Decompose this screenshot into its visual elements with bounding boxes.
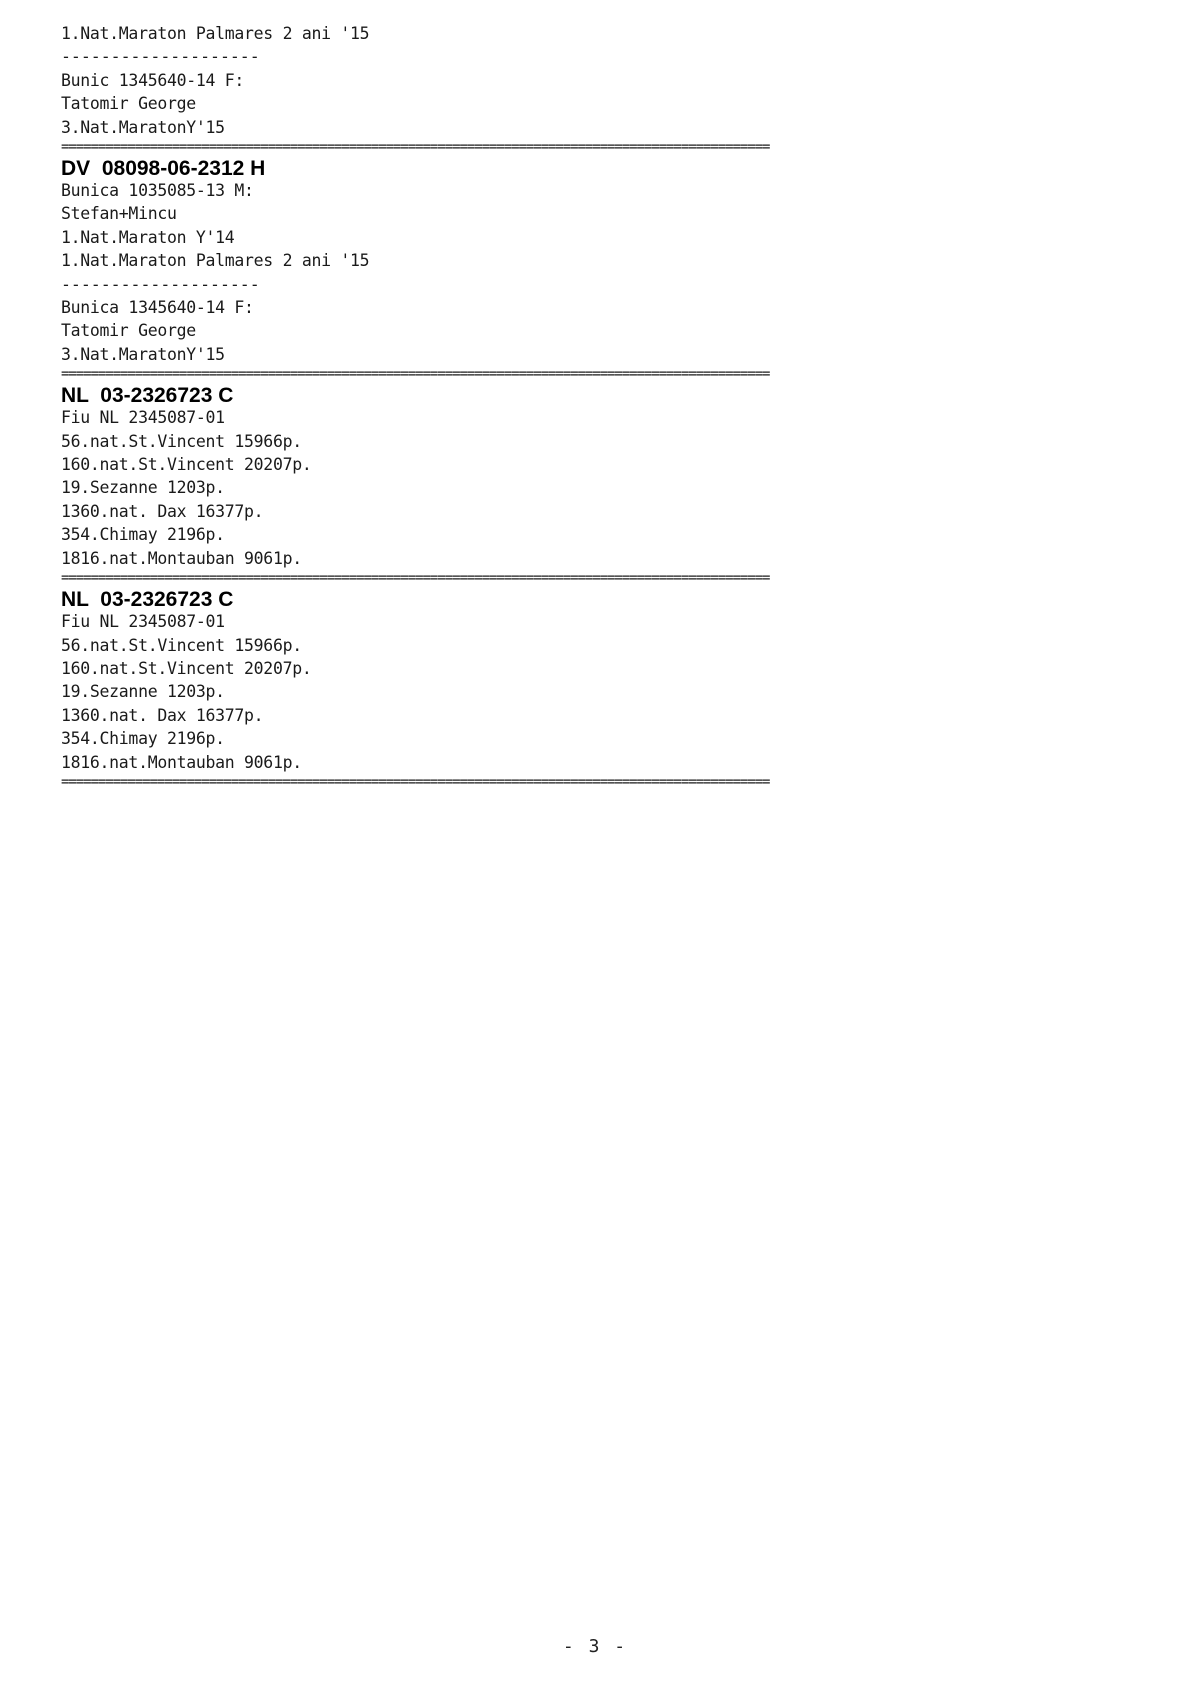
section-separator: ================================================================================================ [61, 139, 770, 156]
intro-line: 1.Nat.Maraton Palmares 2 ani '15 [61, 24, 370, 43]
pigeon-section [61, 587, 841, 774]
breeder-line: Tatomir George [61, 94, 196, 114]
pedigree-line: Fiu NL 2345087-01 [61, 612, 225, 632]
pedigree-line: 354.Chimay 2196p. [61, 525, 225, 545]
pedigree-line: 56.nat.St.Vincent 15966p. [61, 635, 302, 655]
section-separator: ================================================================================================ [61, 773, 770, 790]
pedigree-line: 160.nat.St.Vincent 20207p. [61, 455, 312, 475]
pedigree-line: 3.Nat.MaratonY'15 [61, 344, 225, 364]
section-separator: ================================================================================================ [61, 366, 770, 383]
pedigree-line: Fiu NL 2345087-01 [61, 408, 225, 428]
dash-separator: -------------------- [61, 47, 260, 67]
result-line: 3.Nat.MaratonY'15 [61, 117, 225, 137]
pedigree-line: 1816.nat.Montauban 9061p. [61, 548, 302, 568]
pedigree-line: Tatomir George [61, 321, 196, 341]
pedigree-line: 354.Chimay 2196p. [61, 729, 225, 749]
pedigree-line: Bunica 1035085-13 M: [61, 181, 254, 201]
pedigree-line: 19.Sezanne 1203p. [61, 478, 225, 498]
document-page [61, 22, 841, 790]
pigeon-ring-heading: NL 03-2326723 C [61, 384, 234, 408]
dash-separator: -------------------- [61, 274, 260, 294]
pedigree-line: 1.Nat.Maraton Palmares 2 ani '15 [61, 251, 370, 271]
pedigree-line: 19.Sezanne 1203p. [61, 682, 225, 702]
pedigree-line: 1360.nat. Dax 16377p. [61, 501, 264, 521]
pigeon-section [61, 383, 841, 570]
pigeon-ring-heading: DV 08098-06-2312 H [61, 157, 266, 181]
page-number: - 3 - [562, 1636, 628, 1657]
pigeon-section [61, 156, 841, 366]
intro-block [61, 22, 841, 139]
pedigree-line: 160.nat.St.Vincent 20207p. [61, 658, 312, 678]
pedigree-line: 1816.nat.Montauban 9061p. [61, 752, 302, 772]
pedigree-line: 56.nat.St.Vincent 15966p. [61, 431, 302, 451]
pedigree-line: 1.Nat.Maraton Y'14 [61, 227, 235, 247]
grandparent-line: Bunic 1345640-14 F: [61, 70, 245, 90]
pedigree-line: Stefan+Mincu [61, 204, 177, 224]
pedigree-line: Bunica 1345640-14 F: [61, 298, 254, 318]
pedigree-line: 1360.nat. Dax 16377p. [61, 705, 264, 725]
pigeon-ring-heading: NL 03-2326723 C [61, 588, 234, 612]
section-separator: ================================================================================================ [61, 570, 770, 587]
